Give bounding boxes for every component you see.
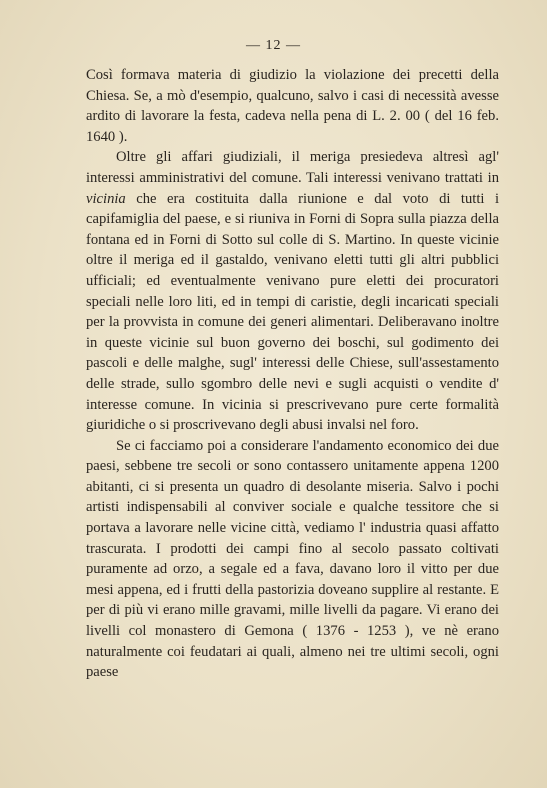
page-number: — 12 — [246,38,301,53]
paragraph-text: Così formava materia di giudizio la violazione dei precetti della Chiesa. Se, a mò d'esempio, qualcuno, salvo i casi di necessità avesse ardito di lavorare la festa, cadeva nella pena di L. 2. 00 ( del 16 feb. 1640 ). [86,67,499,145]
paragraph-3 [86,436,499,683]
paragraph-2 [86,147,499,435]
paragraph-text: Se ci facciamo poi a considerare l'andamento economico dei due paesi, sebbene tre secoli or sono contassero unitamente appena 1200 abitanti, ci si presenta un quadro di desolante miseria. Salvo i pochi artisti indispensabili al conviver sociale e qualche tessitore che si portava a lavorare nelle vicine città, vediamo l' industria quasi affatto trascurata. I prodotti dei campi fino al secolo passato coltivati puramente ad orzo, a segale ed a fava, davano loro il vitto per due mesi appena, ed i frutti della pastorizia doveano supplire al restante. E per di più vi erano mille gravami, mille livelli da pagare. Vi erano dei livelli col monastero di Gemona ( 1376 - 1253 ), ve nè erano naturalmente coi feudatari ai quali, almeno nei tre ultimi secoli, ogni paese [86,437,499,681]
paragraph-text: Oltre gli affari giudiziali, il meriga presiedeva altresì agl' interessi amministrativi del comune. Tali interessi venivano trattati in [86,149,499,186]
body-text [86,65,499,683]
paragraph-text: che era costituita dalla riunione e dal voto di tutti i capifamiglia del paese, e si riuniva in Forni di Sopra sulla piazza della fontana ed in Forni di Sotto sul colle di S. Martino. In queste vicinie oltre il meriga ed il gastaldo, venivano eletti tutti gli altri pubblici ufficiali; ed eventualmente venivano pure eletti dei procuratori speciali nelle loro liti, ed in tempi di caristie, degli incaricati speciali per la provvista in comune dei generi alimentari. Deliberavano inoltre in queste vicinie sul buon governo dei boschi, sul godimento dei pascoli e delle malghe, sugl' interessi delle Chiese, sull'assestamento delle strade, sullo sgombro delle nevi e sugli acquisti o vendite d' interesse comune. In vicinia si prescrivevano pure certe formalità giuridiche o si proscrivevano degli abusi invalsi nel foro. [86,190,499,434]
italic-term: vicinia [86,190,126,207]
paragraph-1 [86,65,499,147]
